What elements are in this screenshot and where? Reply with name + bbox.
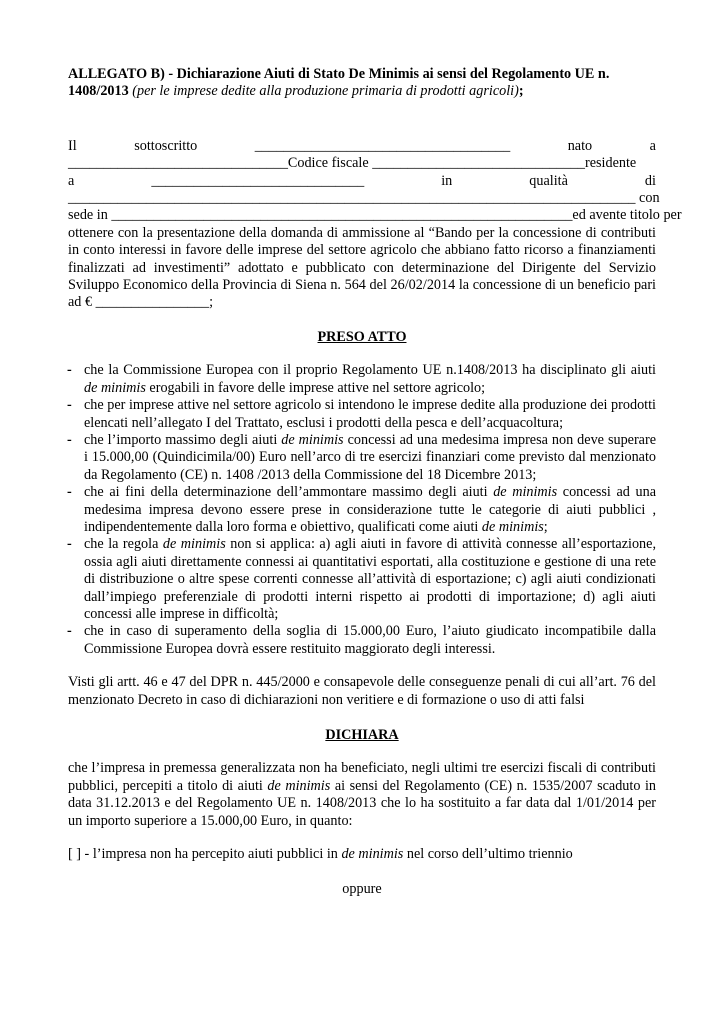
option-text: - l’impresa non ha percepito aiuti pubblici in: [81, 846, 342, 863]
form-line-2[interactable]: [68, 155, 656, 172]
form-line-5[interactable]: [68, 207, 682, 224]
visti-paragraph: Visti gli artt. 46 e 47 del DPR n. 445/2000 e consapevole delle conseguenze penali di cui all’art. 76 del menzionato Decreto in caso di dichiarazioni non veritiere e di formazione o uso di atti falsi: [68, 674, 656, 708]
form-text: nato: [567, 137, 593, 154]
option-italic: de minimis: [341, 846, 404, 863]
list-item: - che in caso di superamento della soglia di 15.000,00 Euro, l’aiuto giudicato incompatibile dalla Commissione Europea dovrà essere restituito maggiorato degli interessi.: [68, 623, 656, 658]
form-text: di: [644, 172, 656, 189]
oppure-label: oppure: [342, 881, 382, 898]
headquarters-field[interactable]: sede in _________________________________________________________________ed avente titolo per: [68, 207, 682, 224]
form-text: in: [441, 172, 453, 189]
title-bold: ALLEGATO B) - Dichiarazione Aiuti di Stato De Minimis ai sensi del Regolamento UE n. 1408/2013: [68, 66, 610, 100]
birthplace-fiscal-code-field[interactable]: _______________________________Codice fiscale ______________________________residente: [68, 155, 637, 172]
option-text-end: nel corso dell’ultimo triennio: [403, 846, 573, 863]
preso-atto-list: [68, 362, 656, 658]
document-page: [68, 66, 682, 899]
document-title: [68, 66, 656, 101]
form-text: a: [68, 172, 75, 189]
list-item: - che la regola de minimis non si applica: a) agli aiuti in favore di attività connesse all’esportazione, ossia agli aiuti direttamente connessi ai quantitativi esportati, alla costituzione e gestione di una rete di distribuzione o altre spese correnti connesse all’attività di esportazione; c) agli aiuti condizionati dall’impiego preferenziale di prodotti interni rispetto ai prodotti di importazione; d) agli aiuti concessi alle imprese in difficoltà;: [68, 536, 656, 623]
residence-field[interactable]: ______________________________: [151, 172, 365, 189]
list-item: - che la Commissione Europea con il proprio Regolamento UE n.1408/2013 ha disciplinato gli aiuti de minimis erogabili in favore delle imprese attive nel settore agricolo;: [68, 362, 656, 397]
option-checkbox[interactable]: [ ]: [68, 846, 81, 863]
list-item: - che per imprese attive nel settore agricolo si intendono le imprese dedite alla produzione dei prodotti elencati nell’allegato I del Trattato, esclusi i prodotti della pesca e dell’acquacoltura;: [68, 397, 656, 432]
form-text: sottoscritto: [134, 137, 198, 154]
dichiara-paragraph: che l’impresa in premessa generalizzata non ha beneficiato, negli ultimi tre esercizi fiscali di contributi pubblici, percepiti a titolo di aiuti de minimis ai sensi del Regolamento (CE) n. 1535/2007 scaduto in data 31.12.2013 e del Regolamento UE n. 1408/2013 che lo ha sostituito a far data dal 1/01/2014 per un importo superiore a 15.000,00 Euro, in quanto:: [68, 760, 656, 829]
option-line: [68, 846, 656, 863]
list-item: - che ai fini della determinazione dell’ammontare massimo degli aiuti de minimis concessi ad una medesima impresa devono essere prese in considerazione tutte le categorie di aiuti pubblici , indipendentemente dalla loro forma e obiettivo, qualificati come aiuti de minimis;: [68, 484, 656, 536]
list-item: - che l’importo massimo degli aiuti de minimis concessi ad una medesima impresa non deve superare i 15.000,00 (Quindicimila/00) Euro nell’arco di tre esercizi finanziari come previsto dal menzionato da Regolamento (CE) n. 1408 /2013 della Commissione del 18 Dicembre 2013;: [68, 432, 656, 484]
title-end: ;: [518, 83, 524, 100]
dichiara-heading: DICHIARA: [325, 727, 399, 743]
form-text: Il: [68, 137, 77, 154]
role-field[interactable]: ________________________________________________________________________________ con: [68, 190, 660, 207]
title-subtitle: (per le imprese dedite alla produzione primaria di prodotti agricoli): [128, 83, 519, 100]
preso-atto-heading: PRESO ATTO: [317, 328, 407, 345]
form-line-4[interactable]: [68, 190, 660, 207]
form-line-3: [68, 173, 656, 190]
form-line-1: [68, 138, 656, 155]
declarant-form: [68, 137, 682, 312]
request-paragraph: ottenere con la presentazione della domanda di ammissione al “Bando per la concessione di contributi in conto interessi in favore delle imprese del settore agricolo che abbiano fatto ricorso a finanziamenti finalizzati ad investimenti” adottato e pubblicato con determinazione del Dirigente del Servizio Sviluppo Economico della Provincia di Siena n. 564 del 26/02/2014 la concessione di un beneficio pari ad € ________________;: [68, 224, 656, 311]
form-text: a: [649, 137, 656, 154]
form-text: qualità: [529, 172, 568, 189]
name-field[interactable]: ____________________________________: [254, 137, 511, 154]
